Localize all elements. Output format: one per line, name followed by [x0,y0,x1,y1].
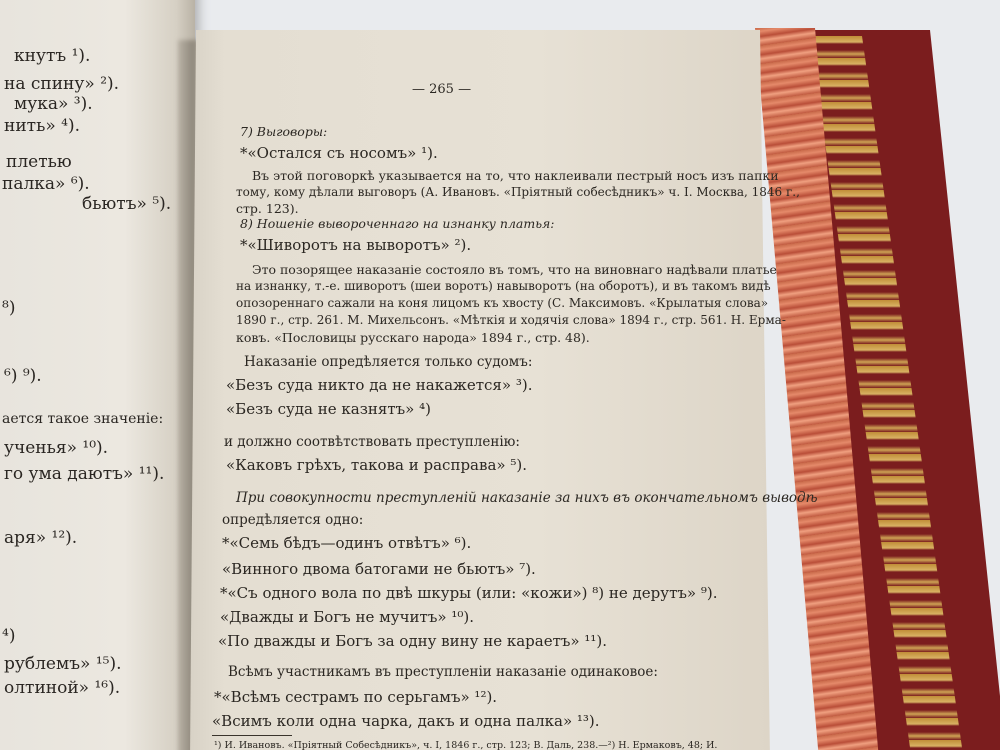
section-heading: 8) Ношеніе вывороченнаго на изнанку платья: [240,216,555,231]
body-line: При совокупности преступленій наказаніе за нихъ въ окончательномъ выводѣ [236,490,818,506]
left-line: бьютъ» ⁵). [82,194,172,214]
left-line: кнутъ ¹). [14,46,91,66]
left-line: олтиной» ¹⁶). [4,678,121,698]
left-line: ается такое значеніе: [2,411,164,427]
proverb: *«Семь бѣдъ—одинъ отвѣтъ» ⁶). [222,534,472,552]
left-line: ученья» ¹⁰). [4,438,109,458]
body-line: тому, кому дѣлали выговоръ (А. Ивановъ. «Пріятный собесѣдникъ» ч. I. Москва, 1846 г., [236,185,800,199]
left-line: ⁸) [2,298,16,318]
footnote-rule [212,735,292,736]
body-line: 1890 г., стр. 261. М. Михельсонъ. «Мѣткія и ходячія слова» 1894 г., стр. 561. Н. Ерма- [236,313,786,327]
proverb: «Каковъ грѣхъ, такова и расправа» ⁵). [226,456,527,474]
left-page-text [0,0,200,750]
page-number: — 265 — [412,82,472,97]
left-line: нить» ⁴). [4,116,80,136]
section-heading: 7) Выговоры: [240,124,328,139]
body-line: на изнанку, т.-е. шиворотъ (шеи воротъ) навыворотъ (на оборотъ), и въ такомъ видѣ [236,279,771,293]
left-line: ⁴) [2,626,16,646]
left-line: плетью [6,152,72,172]
body-line: Наказаніе опредѣляется только судомъ: [244,354,533,370]
proverb: *«Всѣмъ сестрамъ по серьгамъ» ¹²). [214,688,498,706]
proverb: «Безъ суда не казнятъ» ⁴) [226,400,431,418]
footnote-line: ¹) И. Ивановъ. «Пріятный Собесѣдникъ», ч. I, 1846 г., стр. 123; В. Даль, 238.—²) Н. Ермаковъ, 48; И. [214,740,718,750]
body-line: и должно соотвѣтствовать преступленію: [224,434,520,450]
body-line: Всѣмъ участникамъ въ преступленіи наказаніе одинаковое: [228,664,658,680]
proverb: «Всимъ коли одна чарка, дакъ и одна палка» ¹³). [212,712,600,730]
left-line: мука» ³). [14,94,93,114]
left-line: рублемъ» ¹⁵). [4,654,122,674]
left-line: го ума даютъ» ¹¹). [4,464,165,484]
body-line: опредѣляется одно: [222,512,364,528]
left-line: на спину» ²). [4,74,120,94]
proverb: «Безъ суда никто да не накажется» ³). [226,376,533,394]
body-line: Это позорящее наказаніе состояло въ томъ, что на виновнаго надѣвали платье [252,262,777,277]
proverb: *«Шиворотъ на выворотъ» ²). [240,236,472,254]
left-line: ⁶) ⁹). [4,366,42,386]
left-line: аря» ¹²). [4,528,78,548]
body-line: опозореннаго сажали на коня лицомъ къ хвосту (С. Максимовъ. «Крылатыя слова» [236,296,769,310]
proverb: *«Остался съ носомъ» ¹). [240,144,438,162]
proverb: «Дважды и Богъ не мучитъ» ¹⁰). [220,608,474,626]
proverb: *«Съ одного вола по двѣ шкуры (или: «кожи») ⁸) не дерутъ» ⁹). [220,584,718,602]
proverb: «Винного двома батогами не бьютъ» ⁷). [222,560,536,578]
body-line: ковъ. «Пословицы русскаго народа» 1894 г., стр. 48). [236,330,590,345]
body-line: Въ этой поговоркѣ указывается на то, что наклеивали пестрый носъ изъ папки [252,168,779,183]
left-line: палка» ⁶). [2,174,90,194]
body-line: стр. 123). [236,201,299,216]
proverb: «По дважды и Богъ за одну вину не караетъ» ¹¹). [218,632,608,650]
